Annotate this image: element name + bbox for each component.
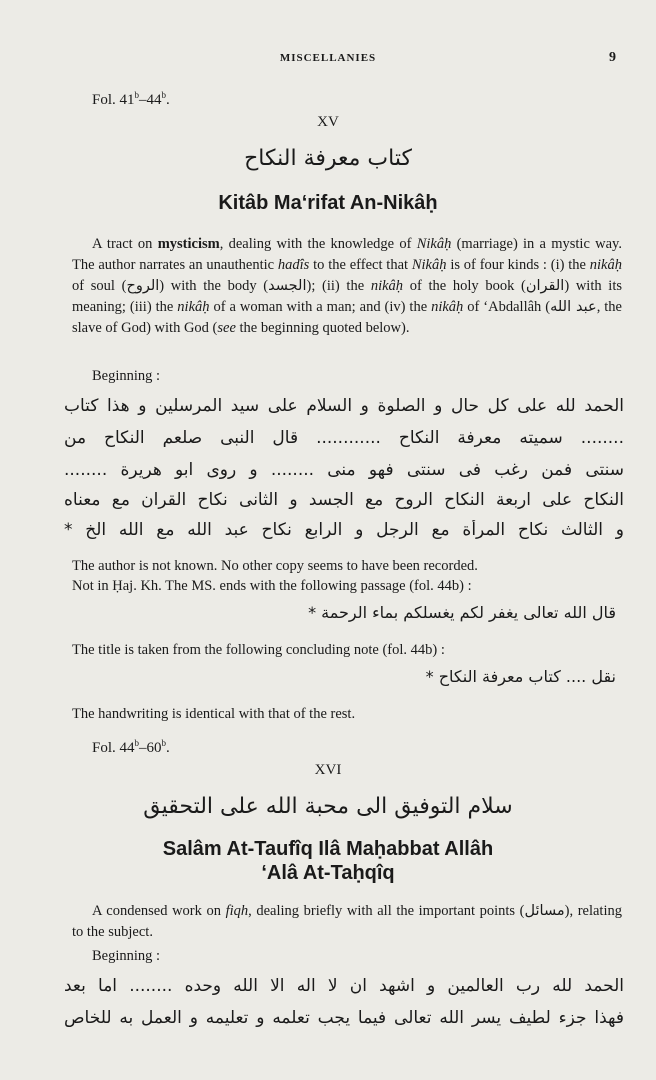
beginning-label: Beginning : <box>92 948 161 964</box>
description-paragraph: A condensed work on fiqh, dealing briefly with all the important points (مسائل), relating to the subject. <box>72 903 622 940</box>
beginning-label: Beginning : <box>92 368 161 384</box>
section-numeral: XV <box>317 114 339 130</box>
arabic-title: سلام التوفيق الى محبة الله على التحقيق <box>143 794 513 819</box>
work-title: Salâm At-Taufîq Ilâ Maḥabbat Allâh <box>162 838 494 860</box>
work-title-continued: ‘Alâ At-Taḥqîq <box>261 862 395 884</box>
arabic-title: كتاب معرفة النكاح <box>244 146 412 171</box>
section-numeral: XVI <box>314 762 342 778</box>
running-title: MISCELLANIES <box>279 52 377 64</box>
author-note: Not in Ḥaj. Kh. The MS. ends with the following passage (fol. 44b) : <box>72 578 472 594</box>
arabic-quote-line: الحمد لله رب العالمين و اشهد ان لا اله الا الله وحده ........ اما بعد <box>64 976 624 996</box>
work-title: Kitâb Ma‘rifat An-Nikâḥ <box>218 192 438 214</box>
handwriting-note: The handwriting is identical with that of the rest. <box>72 706 356 722</box>
arabic-quote-line: سنتى فمن رغب فى سنتى فهو منى ........ و روى ابو هريرة ........ <box>64 460 624 480</box>
arabic-quote-line: و الثالث نكاح المرأة مع الرجل و الرابع نكاح عبد الله مع الله الخ * <box>64 520 624 540</box>
arabic-quote-line: الحمد لله على كل حال و الصلوة و السلام على سيد المرسلين و هذا كتاب <box>64 396 624 416</box>
arabic-concluding-note: نقل .... كتاب معرفة النكاح * <box>425 667 616 686</box>
page-number: 9 <box>609 50 616 65</box>
arabic-ending-quote: قال الله تعالى يغفر لكم يغسلكم بماء الرحمة * <box>308 603 616 622</box>
author-note: The author is not known. No other copy seems to have been recorded. <box>72 558 478 574</box>
arabic-quote-line: فهذا جزء لطيف يسر الله تعالى فيما يجب تعلمه و تعليمه و العمل به للخاص <box>64 1008 624 1028</box>
folio-reference: Fol. 44$^b$–60$^b$. <box>92 738 170 756</box>
description-paragraph: A tract on mysticism, dealing with the knowledge of Nikâḥ (marriage) in a mystic way. The author narrates an unauthentic hadîs to the effect that Nikâḥ is of four kinds : (i) the nikâḥ of soul (الروح) with the body (الجسد); (ii) the nikâḥ of the holy book (القران) with its meaning; (iii) the nikâḥ of a woman with a man; and (iv) the nikâḥ of ‘Abdallâh (عبد الله, the slave of God) with God (see the beginning quoted below). <box>72 236 622 336</box>
title-note: The title is taken from the following concluding note (fol. 44b) : <box>72 642 445 658</box>
arabic-quote-line: النكاح على اربعة النكاح الروح مع الجسد و الثانى نكاح القران مع معناه <box>64 490 624 510</box>
folio-reference: Fol. 41$^b$–44$^b$. <box>92 90 170 108</box>
arabic-quote-line: ........ سميته معرفة النكاح ............ قال النبى صلعم النكاح من <box>64 428 624 448</box>
